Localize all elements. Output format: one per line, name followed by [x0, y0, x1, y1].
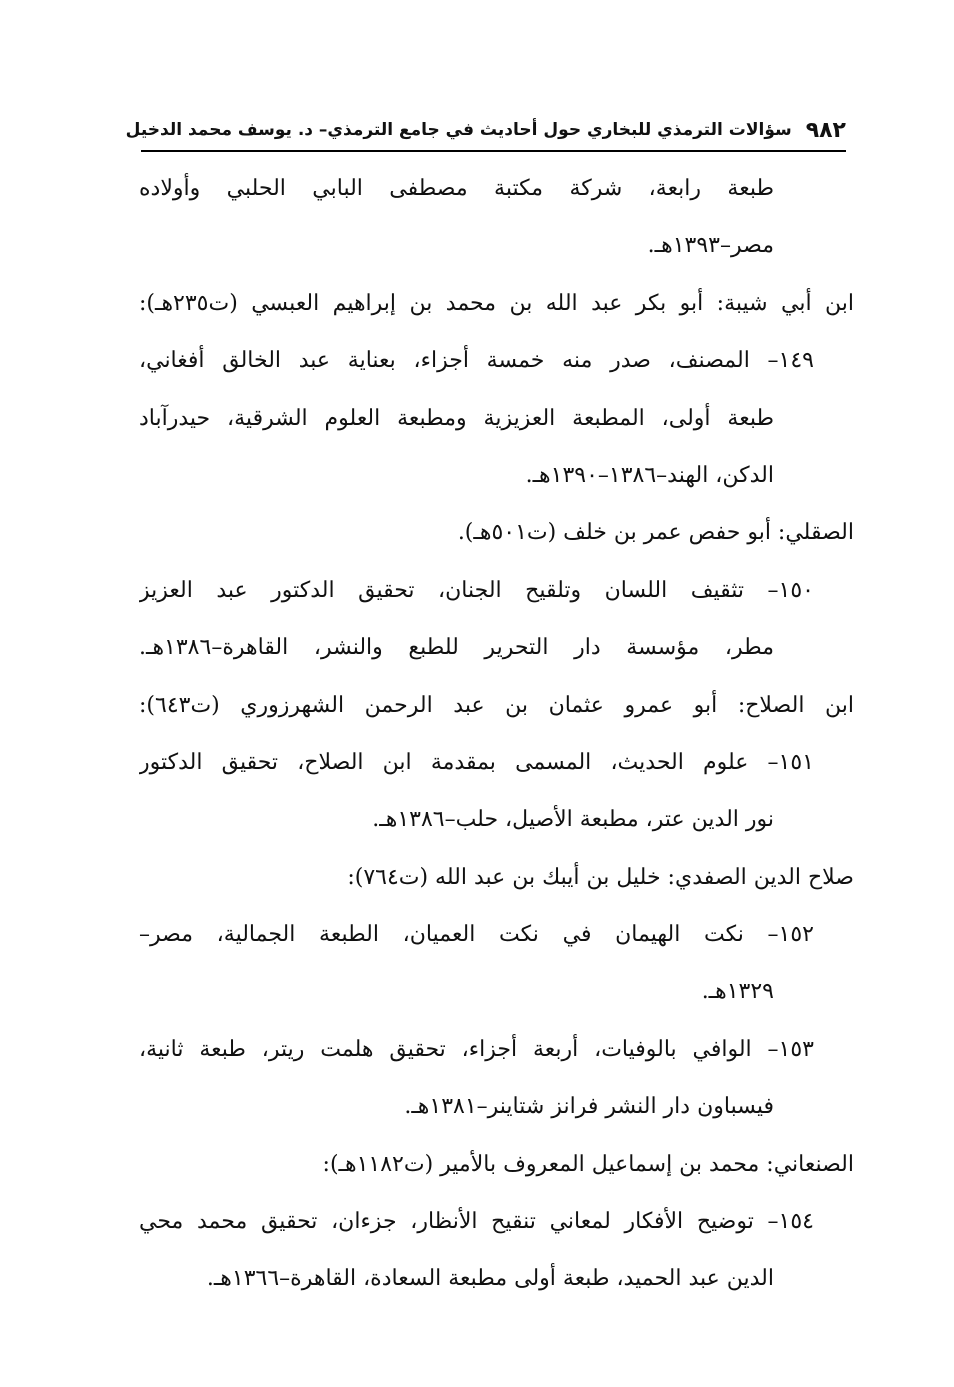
entry-line: ١٣٢٩هـ.	[701, 979, 774, 1005]
author-heading: صلاح الدين الصفدي: خليل بن أيبك بن عبد الله (ت٧٦٤):	[347, 864, 854, 890]
page-header	[125, 110, 846, 152]
entry-line: ١٥٣– الوافي بالوفيات، أربعة أجزاء، تحقيق هلمت ريتر، طبعة ثانية،	[139, 1036, 814, 1062]
entry-line: مطر، مؤسسة دار التحرير للطبع والنشر، القاهرة–١٣٨٦هـ.	[139, 635, 774, 661]
entry-line: فيسباون دار النشر فرانز شتاينر–١٣٨١هـ.	[404, 1094, 774, 1120]
entry-line: مصر–١٣٩٣هـ.	[647, 233, 774, 259]
entry-line: ١٥٠– تثقيف اللسان وتلقيح الجنان، تحقيق الدكتور عبد العزيز	[139, 577, 814, 603]
running-title: سؤالات الترمذي للبخاري حول أحاديث في جامع الترمذي– د. يوسف محمد الدخيل	[125, 120, 792, 140]
author-heading: الصقلي: أبو حفص عمر بن خلف (ت٥٠١هـ).	[457, 520, 854, 546]
entry-line: ١٤٩– المصنف، صدر منه خمسة أجزاء، بعناية عبد الخالق أفغاني،	[139, 348, 814, 374]
entry-line: ١٥١– علوم الحديث، المسمى بمقدمة ابن الصلاح، تحقيق الدكتور	[139, 749, 814, 775]
author-heading: الصنعاني: محمد بن إسماعيل المعروف بالأمير (ت١١٨٢هـ):	[322, 1151, 854, 1177]
author-heading: ابن أبي شيبة: أبو بكر عبد الله بن محمد بن إبراهيم العبسي (ت٢٣٥هـ):	[139, 290, 854, 316]
bibliography-body	[139, 160, 854, 1308]
entry-line: ١٥٤– توضيح الأفكار لمعاني تنقيح الأنظار، جزءان، تحقيق محمد محي	[139, 1209, 814, 1235]
page-number: ٩٨٢	[805, 117, 846, 143]
entry-line: طبعة رابعة، شركة مكتبة مصطفى البابي الحلبي وأولاده	[139, 176, 774, 201]
entry-line: الدين عبد الحميد، طبعة أولى مطبعة السعادة، القاهرة–١٣٦٦هـ.	[206, 1266, 774, 1292]
entry-line: طبعة أولى، المطبعة العزيزية ومطبعة العلوم الشرقية، حيدرآباد	[139, 405, 774, 431]
entry-line: الدكن، الهند–١٣٨٦–١٣٩٠هـ.	[525, 462, 774, 488]
author-heading: ابن الصلاح: أبو عمرو عثمان بن عبد الرحمن الشهرزوري (ت٦٤٣):	[139, 692, 854, 718]
entry-line: ١٥٢– نكت الهيمان في نكت العميان، الطبعة الجمالية، مصر–	[139, 922, 814, 948]
entry-line: نور الدين عتر، مطبعة الأصيل، حلب–١٣٨٦هـ.	[372, 807, 774, 833]
